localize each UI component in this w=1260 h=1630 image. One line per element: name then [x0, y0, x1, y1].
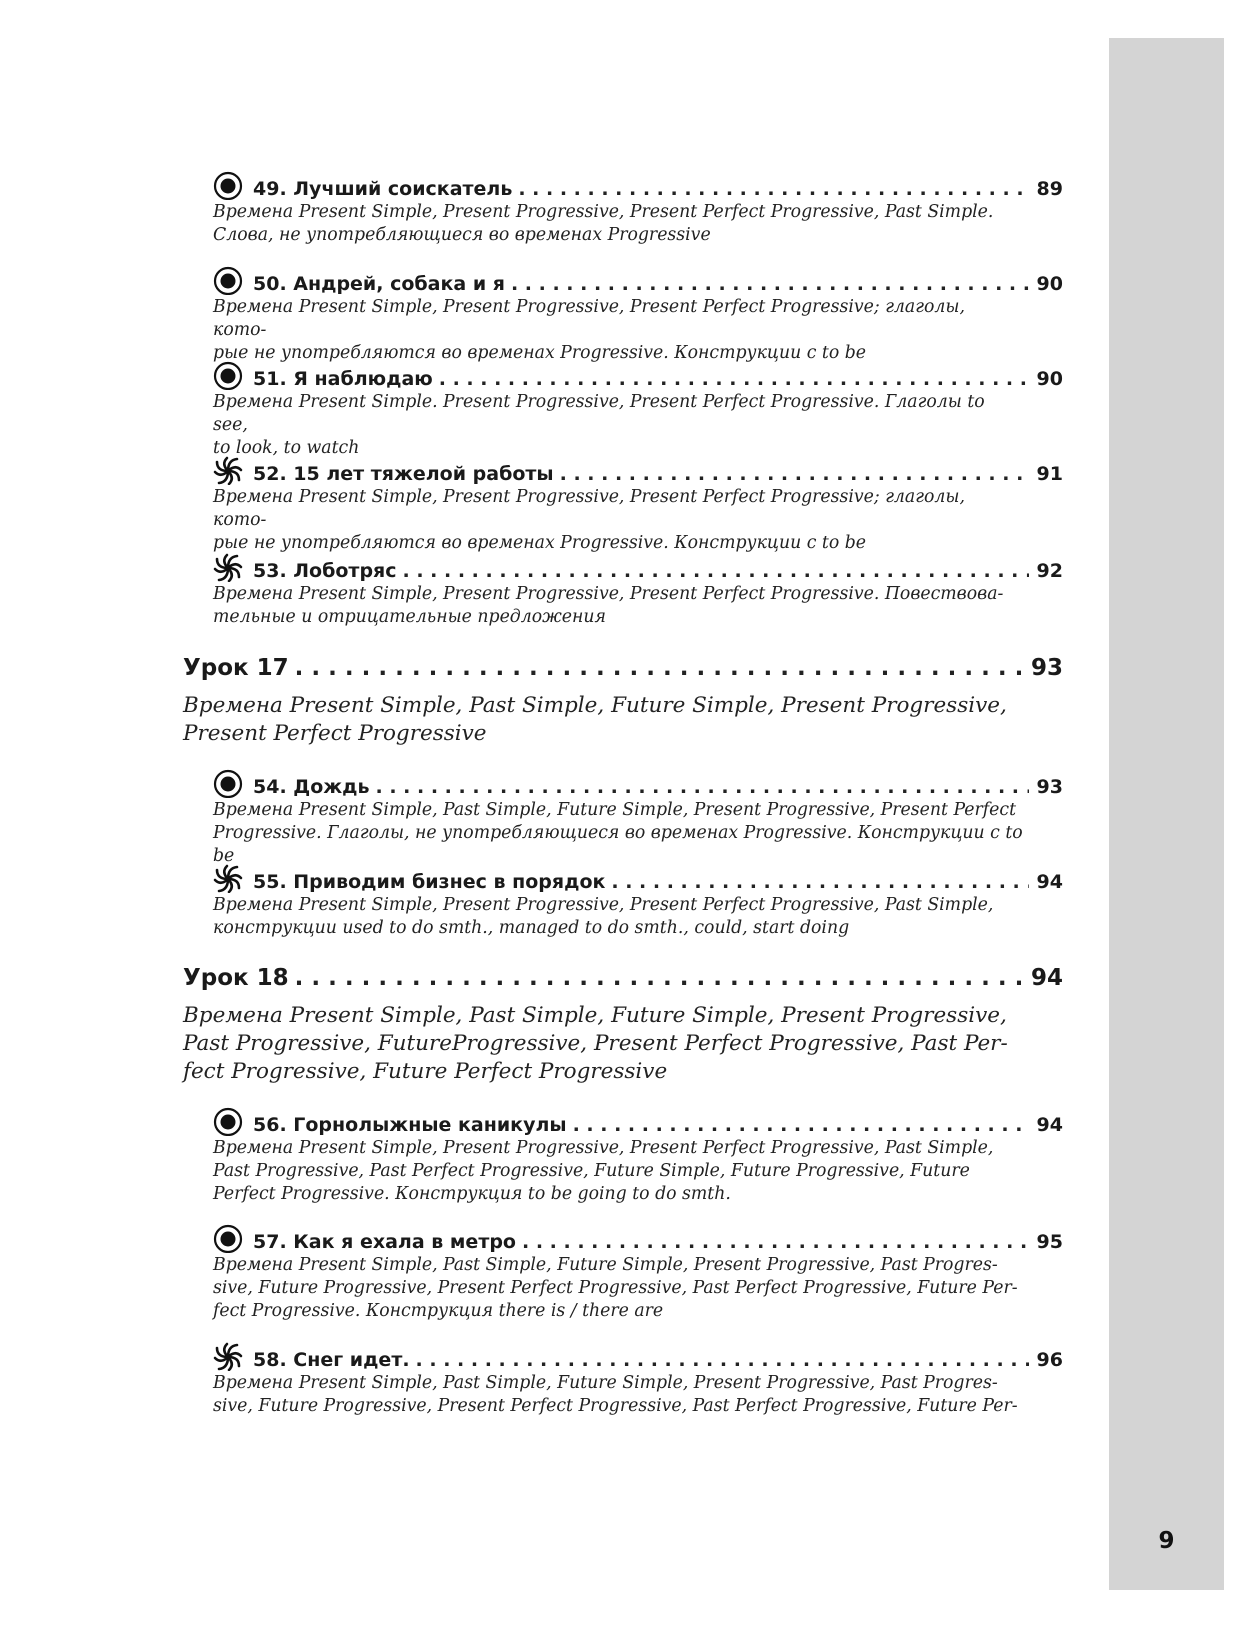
description-line: Времена Present Simple, Past Simple, Future Simple, Present Progressive, Past Progres-: [213, 1373, 998, 1393]
headphones-icon: [213, 769, 243, 798]
entry-page-number: 91: [1036, 463, 1063, 485]
dot-leader: [512, 178, 1028, 200]
entry-title: 55. Приводим бизнес в порядок: [253, 871, 606, 893]
description-line: Времена Present Simple, Past Simple, Future Simple, Present Progressive, Past Progres-: [213, 1255, 998, 1275]
entry-title: Урок 17: [183, 655, 289, 681]
entry-title: 54. Дождь: [253, 776, 370, 798]
description-line: Времена Present Simple, Past Simple, Future Simple, Present Progressive,: [183, 1003, 1007, 1028]
description-line: рые не употребляются во временах Progressive. Конструкции с to be: [213, 343, 867, 363]
description-line: Past Progressive, FutureProgressive, Present Perfect Progressive, Past Per-: [183, 1031, 1008, 1056]
entry-title: 49. Лучший соискатель: [253, 178, 513, 200]
headphones-icon: [213, 266, 243, 295]
dot-leader: [567, 1114, 1029, 1136]
description-line: Времена Present Simple, Present Progressive, Present Perfect Progressive, Past Simple,: [213, 895, 994, 915]
entry-title: 56. Горнолыжные каникулы: [253, 1114, 567, 1136]
dot-leader: [605, 871, 1028, 893]
lesson-description: [183, 1002, 1023, 1086]
lesson-description: [183, 692, 1023, 748]
entry-description: [213, 486, 1023, 555]
description-line: to look, to watch: [213, 438, 360, 458]
entry-page-number: 93: [1030, 655, 1063, 681]
entry-page-number: 92: [1036, 560, 1063, 582]
dot-leader: [289, 965, 1023, 991]
description-line: Present Perfect Progressive: [183, 721, 487, 746]
spiral-icon: [213, 864, 243, 893]
page-number: 9: [1158, 1528, 1175, 1554]
headphones-icon: [213, 1107, 243, 1136]
side-margin-bar: [1109, 38, 1224, 1590]
description-line: Слова, не употребляющиеся во временах Progressive: [213, 225, 711, 245]
toc-entry-e55[interactable]: [213, 858, 1063, 893]
entry-description: [213, 583, 1023, 629]
description-line: рые не употребляются во временах Progressive. Конструкции с to be: [213, 533, 867, 553]
toc-entry-e49[interactable]: [213, 165, 1063, 200]
description-line: Времена Present Simple, Past Simple, Future Simple, Present Progressive,: [183, 693, 1007, 718]
toc-entry-e58[interactable]: [213, 1336, 1063, 1371]
description-line: sive, Future Progressive, Present Perfect Progressive, Past Perfect Progressive, Future Per-: [213, 1278, 1018, 1298]
entry-page-number: 94: [1036, 1114, 1063, 1136]
toc-entry-e56[interactable]: [213, 1101, 1063, 1136]
toc-entry-e51[interactable]: [213, 355, 1063, 390]
entry-description: [213, 1254, 1023, 1323]
entry-page-number: 89: [1036, 178, 1063, 200]
entry-title: 50. Андрей, собака и я: [253, 273, 505, 295]
entry-title: Урок 18: [183, 965, 289, 991]
spiral-icon: [213, 1342, 243, 1371]
toc-entry-e52[interactable]: [213, 450, 1063, 485]
dot-leader: [370, 776, 1029, 798]
toc-entry-e54[interactable]: [213, 763, 1063, 798]
lesson-heading-l18[interactable]: [183, 965, 1063, 991]
description-line: Времена Present Simple, Present Progressive, Present Perfect Progressive. Повествова-: [213, 584, 1004, 604]
description-line: Past Progressive, Past Perfect Progressive, Future Simple, Future Progressive, Future: [213, 1161, 970, 1181]
description-line: Времена Present Simple, Present Progressive, Present Perfect Progressive, Past Simple,: [213, 1138, 994, 1158]
description-line: fect Progressive, Future Perfect Progressive: [183, 1059, 668, 1084]
entry-title: 51. Я наблюдаю: [253, 368, 433, 390]
dot-leader: [433, 368, 1029, 390]
description-line: Perfect Progressive. Конструкция to be going to do smth.: [213, 1184, 731, 1204]
entry-page-number: 90: [1036, 273, 1063, 295]
description-line: Времена Present Simple, Past Simple, Future Simple, Present Progressive, Present Perfect: [213, 800, 1017, 820]
description-line: Progressive. Глаголы, не употребляющиеся во временах Progressive. Конструкции с to be: [213, 823, 1023, 866]
entry-page-number: 90: [1036, 368, 1063, 390]
headphones-icon: [213, 171, 243, 200]
description-line: Времена Present Simple, Present Progressive, Present Perfect Progressive, Past Simple.: [213, 202, 994, 222]
toc-entry-e53[interactable]: [213, 547, 1063, 582]
description-line: конструкции used to do smth., managed to do smth., could, start doing: [213, 918, 850, 938]
spiral-icon: [213, 553, 243, 582]
entry-page-number: 93: [1036, 776, 1063, 798]
entry-page-number: 94: [1036, 871, 1063, 893]
entry-description: [213, 201, 1023, 247]
entry-title: 58. Снег идет.: [253, 1349, 410, 1371]
description-line: тельные и отрицательные предложения: [213, 607, 606, 627]
dot-leader: [397, 560, 1029, 582]
dot-leader: [554, 463, 1029, 485]
dot-leader: [410, 1349, 1029, 1371]
headphones-icon: [213, 1224, 243, 1253]
entry-page-number: 94: [1030, 965, 1063, 991]
description-line: Времена Present Simple, Present Progressive, Present Perfect Progressive; глаголы, кото-: [213, 297, 965, 340]
entry-title: 57. Как я ехала в метро: [253, 1231, 516, 1253]
entry-description: [213, 894, 1023, 940]
lesson-heading-l17[interactable]: [183, 655, 1063, 681]
toc-entry-e57[interactable]: [213, 1218, 1063, 1253]
dot-leader: [505, 273, 1029, 295]
dot-leader: [289, 655, 1023, 681]
description-line: Времена Present Simple, Present Progressive, Present Perfect Progressive; глаголы, кото-: [213, 487, 965, 530]
entry-page-number: 96: [1036, 1349, 1063, 1371]
dot-leader: [516, 1231, 1029, 1253]
description-line: sive, Future Progressive, Present Perfect Progressive, Past Perfect Progressive, Future Per-: [213, 1396, 1018, 1416]
entry-page-number: 95: [1036, 1231, 1063, 1253]
headphones-icon: [213, 361, 243, 390]
entry-title: 53. Лоботряс: [253, 560, 397, 582]
entry-title: 52. 15 лет тяжелой работы: [253, 463, 554, 485]
entry-description: [213, 1372, 1023, 1418]
spiral-icon: [213, 456, 243, 485]
description-line: fect Progressive. Конструкция there is / there are: [213, 1301, 664, 1321]
toc-entry-e50[interactable]: [213, 260, 1063, 295]
description-line: Времена Present Simple. Present Progressive, Present Perfect Progressive. Глаголы to see,: [213, 392, 985, 435]
entry-description: [213, 1137, 1023, 1206]
